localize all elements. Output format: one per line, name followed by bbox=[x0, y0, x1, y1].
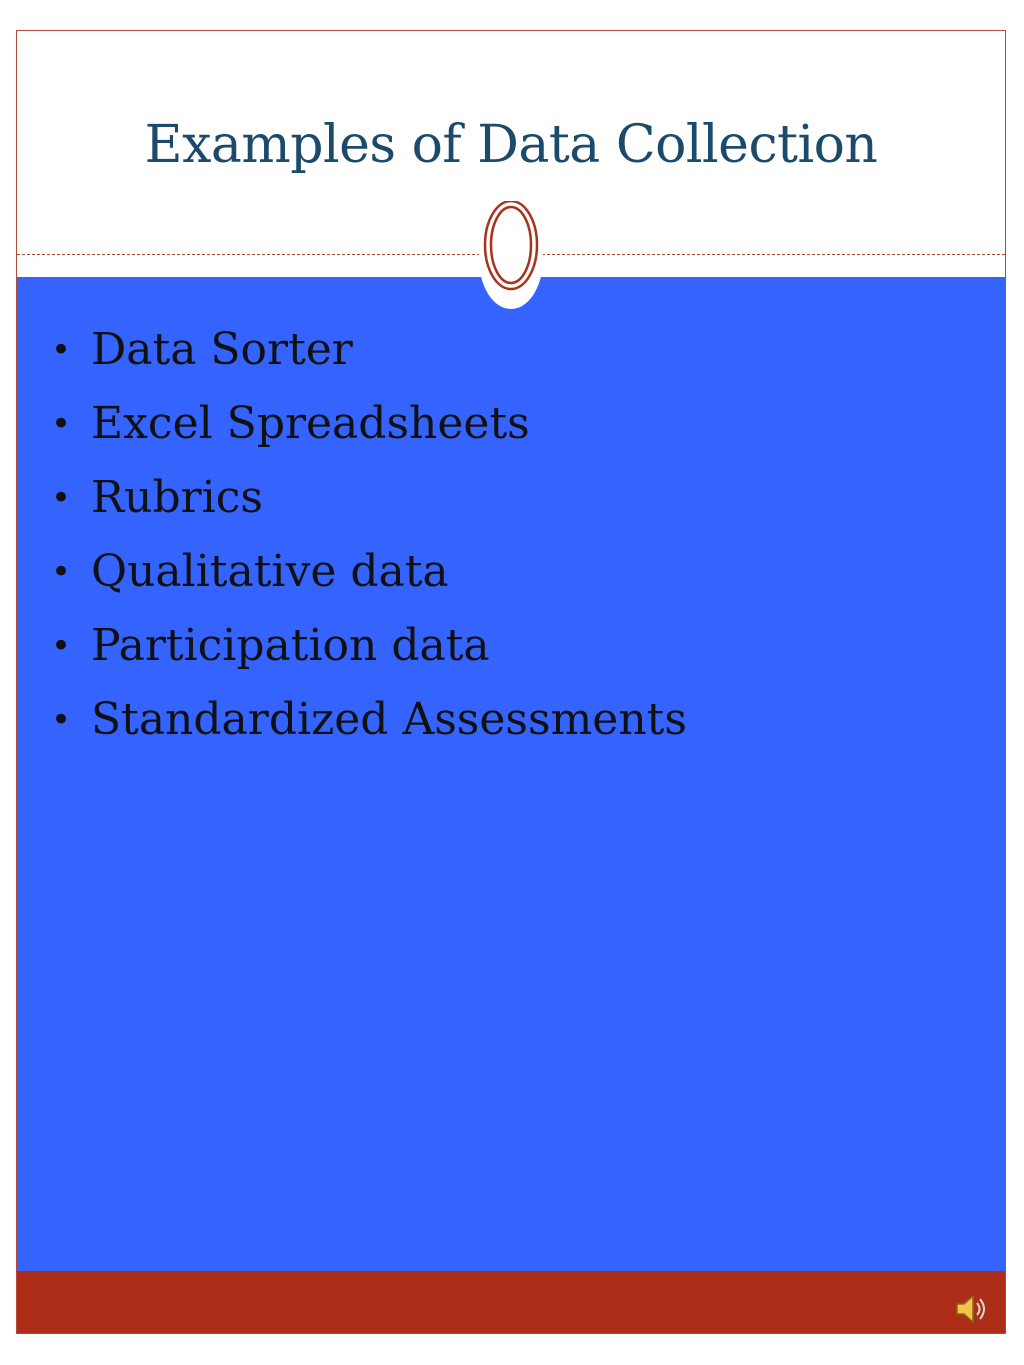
bullet-list bbox=[51, 313, 687, 757]
content-area bbox=[17, 277, 1005, 1271]
bullet-text: Qualitative data bbox=[91, 546, 449, 597]
bullet-text: Standardized Assessments bbox=[91, 694, 687, 745]
bullet-text: Excel Spreadsheets bbox=[91, 398, 530, 449]
oval-ornament-icon bbox=[479, 201, 543, 311]
list-item bbox=[51, 609, 687, 683]
bullet-icon: • bbox=[51, 330, 72, 370]
bullet-text: Data Sorter bbox=[91, 324, 353, 375]
list-item bbox=[51, 387, 687, 461]
bullet-icon: • bbox=[51, 626, 72, 666]
bullet-icon: • bbox=[51, 478, 72, 518]
slide bbox=[16, 30, 1006, 1334]
bullet-text: Rubrics bbox=[91, 472, 263, 523]
bullet-icon: • bbox=[51, 700, 72, 740]
list-item bbox=[51, 535, 687, 609]
list-item bbox=[51, 461, 687, 535]
list-item bbox=[51, 313, 687, 387]
bullet-text: Participation data bbox=[91, 620, 490, 671]
speaker-icon[interactable] bbox=[951, 1289, 991, 1329]
bullet-icon: • bbox=[51, 404, 72, 444]
footer-bar bbox=[17, 1271, 1005, 1333]
bullet-icon: • bbox=[51, 552, 72, 592]
slide-title: Examples of Data Collection bbox=[144, 115, 878, 175]
list-item bbox=[51, 683, 687, 757]
